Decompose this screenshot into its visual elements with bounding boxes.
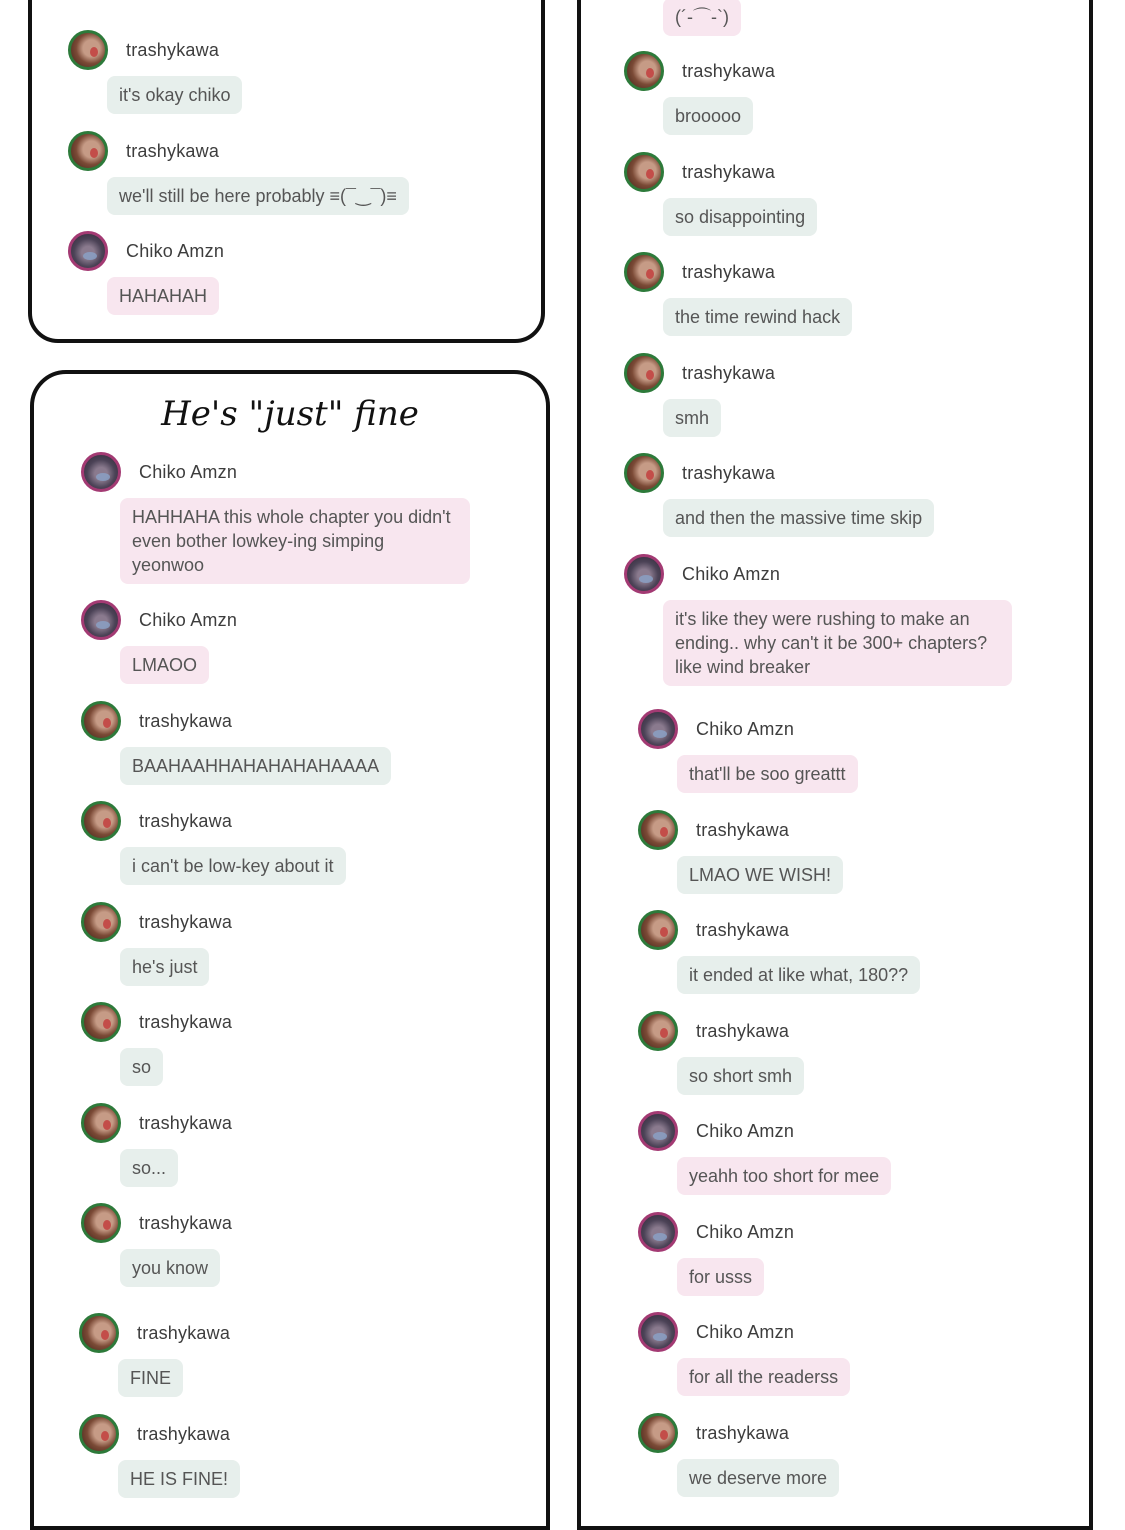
username: trashykawa xyxy=(137,1424,231,1444)
avatar xyxy=(81,801,121,841)
message-bubble: LMAOO xyxy=(120,646,209,684)
avatar xyxy=(638,1011,678,1051)
avatar xyxy=(81,1203,121,1243)
avatar xyxy=(81,1002,121,1042)
avatar xyxy=(638,709,678,749)
username: Chiko Amzn xyxy=(139,610,238,630)
avatar xyxy=(68,131,108,171)
message-bubble: LMAO WE WISH! xyxy=(677,856,843,894)
username: trashykawa xyxy=(682,61,776,81)
avatar xyxy=(638,1312,678,1352)
message-bubble: HE IS FINE! xyxy=(118,1460,240,1498)
comic-panel-top-left xyxy=(28,0,545,343)
username: trashykawa xyxy=(126,40,220,60)
username: Chiko Amzn xyxy=(682,564,781,584)
avatar xyxy=(638,1111,678,1151)
avatar xyxy=(68,231,108,271)
panel-title: He's "just" fine xyxy=(161,394,419,434)
message-bubble: HAHHAHA this whole chapter you didn't even bother lowkey-ing simping yeonwoo xyxy=(120,498,470,584)
username: trashykawa xyxy=(696,820,790,840)
message-bubble: brooooo xyxy=(663,97,753,135)
avatar xyxy=(638,1413,678,1453)
avatar xyxy=(79,1313,119,1353)
username: trashykawa xyxy=(682,262,776,282)
comic-panel-bottom-left xyxy=(30,370,550,1530)
message-bubble: we'll still be here probably ≡(¯‿¯)≡ xyxy=(107,177,409,215)
message-bubble: smh xyxy=(663,399,721,437)
username: Chiko Amzn xyxy=(696,1322,795,1342)
message-bubble: that'll be soo greattt xyxy=(677,755,858,793)
message-bubble: we deserve more xyxy=(677,1459,839,1497)
message-bubble: he's just xyxy=(120,948,209,986)
message-bubble: the time rewind hack xyxy=(663,298,852,336)
avatar xyxy=(81,701,121,741)
message-bubble: FINE xyxy=(118,1359,183,1397)
username: trashykawa xyxy=(137,1323,231,1343)
avatar xyxy=(624,51,664,91)
message-bubble: i can't be low-key about it xyxy=(120,847,346,885)
avatar xyxy=(624,252,664,292)
username: Chiko Amzn xyxy=(139,462,238,482)
message-bubble: it's okay chiko xyxy=(107,76,242,114)
username: trashykawa xyxy=(696,1021,790,1041)
username: trashykawa xyxy=(139,912,233,932)
avatar xyxy=(81,1103,121,1143)
message-bubble: so... xyxy=(120,1149,178,1187)
message-bubble: so xyxy=(120,1048,163,1086)
username: trashykawa xyxy=(682,463,776,483)
avatar xyxy=(638,810,678,850)
username: trashykawa xyxy=(682,162,776,182)
username: trashykawa xyxy=(126,141,220,161)
message-bubble-partial: (´-⌒-`) xyxy=(663,0,741,36)
message-bubble: so disappointing xyxy=(663,198,817,236)
username: trashykawa xyxy=(139,1012,233,1032)
username: trashykawa xyxy=(139,1213,233,1233)
avatar xyxy=(624,353,664,393)
username: Chiko Amzn xyxy=(696,719,795,739)
username: trashykawa xyxy=(682,363,776,383)
comic-panel-right xyxy=(577,0,1093,1530)
message-bubble: it ended at like what, 180?? xyxy=(677,956,920,994)
username: trashykawa xyxy=(139,811,233,831)
username: trashykawa xyxy=(696,920,790,940)
avatar xyxy=(624,453,664,493)
avatar xyxy=(624,554,664,594)
username: trashykawa xyxy=(139,1113,233,1133)
username: Chiko Amzn xyxy=(696,1121,795,1141)
message-bubble: BAAHAAHHAHAHAHAHAAAA xyxy=(120,747,391,785)
message-bubble: it's like they were rushing to make an ending.. why can't it be 300+ chapters? like wind breaker xyxy=(663,600,1012,686)
avatar xyxy=(81,902,121,942)
avatar xyxy=(81,600,121,640)
username: trashykawa xyxy=(696,1423,790,1443)
message-bubble: and then the massive time skip xyxy=(663,499,934,537)
message-bubble: so short smh xyxy=(677,1057,804,1095)
username: trashykawa xyxy=(139,711,233,731)
avatar xyxy=(81,452,121,492)
username: Chiko Amzn xyxy=(126,241,225,261)
avatar xyxy=(68,30,108,70)
message-bubble: HAHAHAH xyxy=(107,277,219,315)
avatar xyxy=(79,1414,119,1454)
avatar xyxy=(624,152,664,192)
message-bubble: for usss xyxy=(677,1258,764,1296)
message-bubble: yeahh too short for mee xyxy=(677,1157,891,1195)
avatar xyxy=(638,910,678,950)
username: Chiko Amzn xyxy=(696,1222,795,1242)
message-bubble: for all the readerss xyxy=(677,1358,850,1396)
avatar xyxy=(638,1212,678,1252)
message-bubble: you know xyxy=(120,1249,220,1287)
